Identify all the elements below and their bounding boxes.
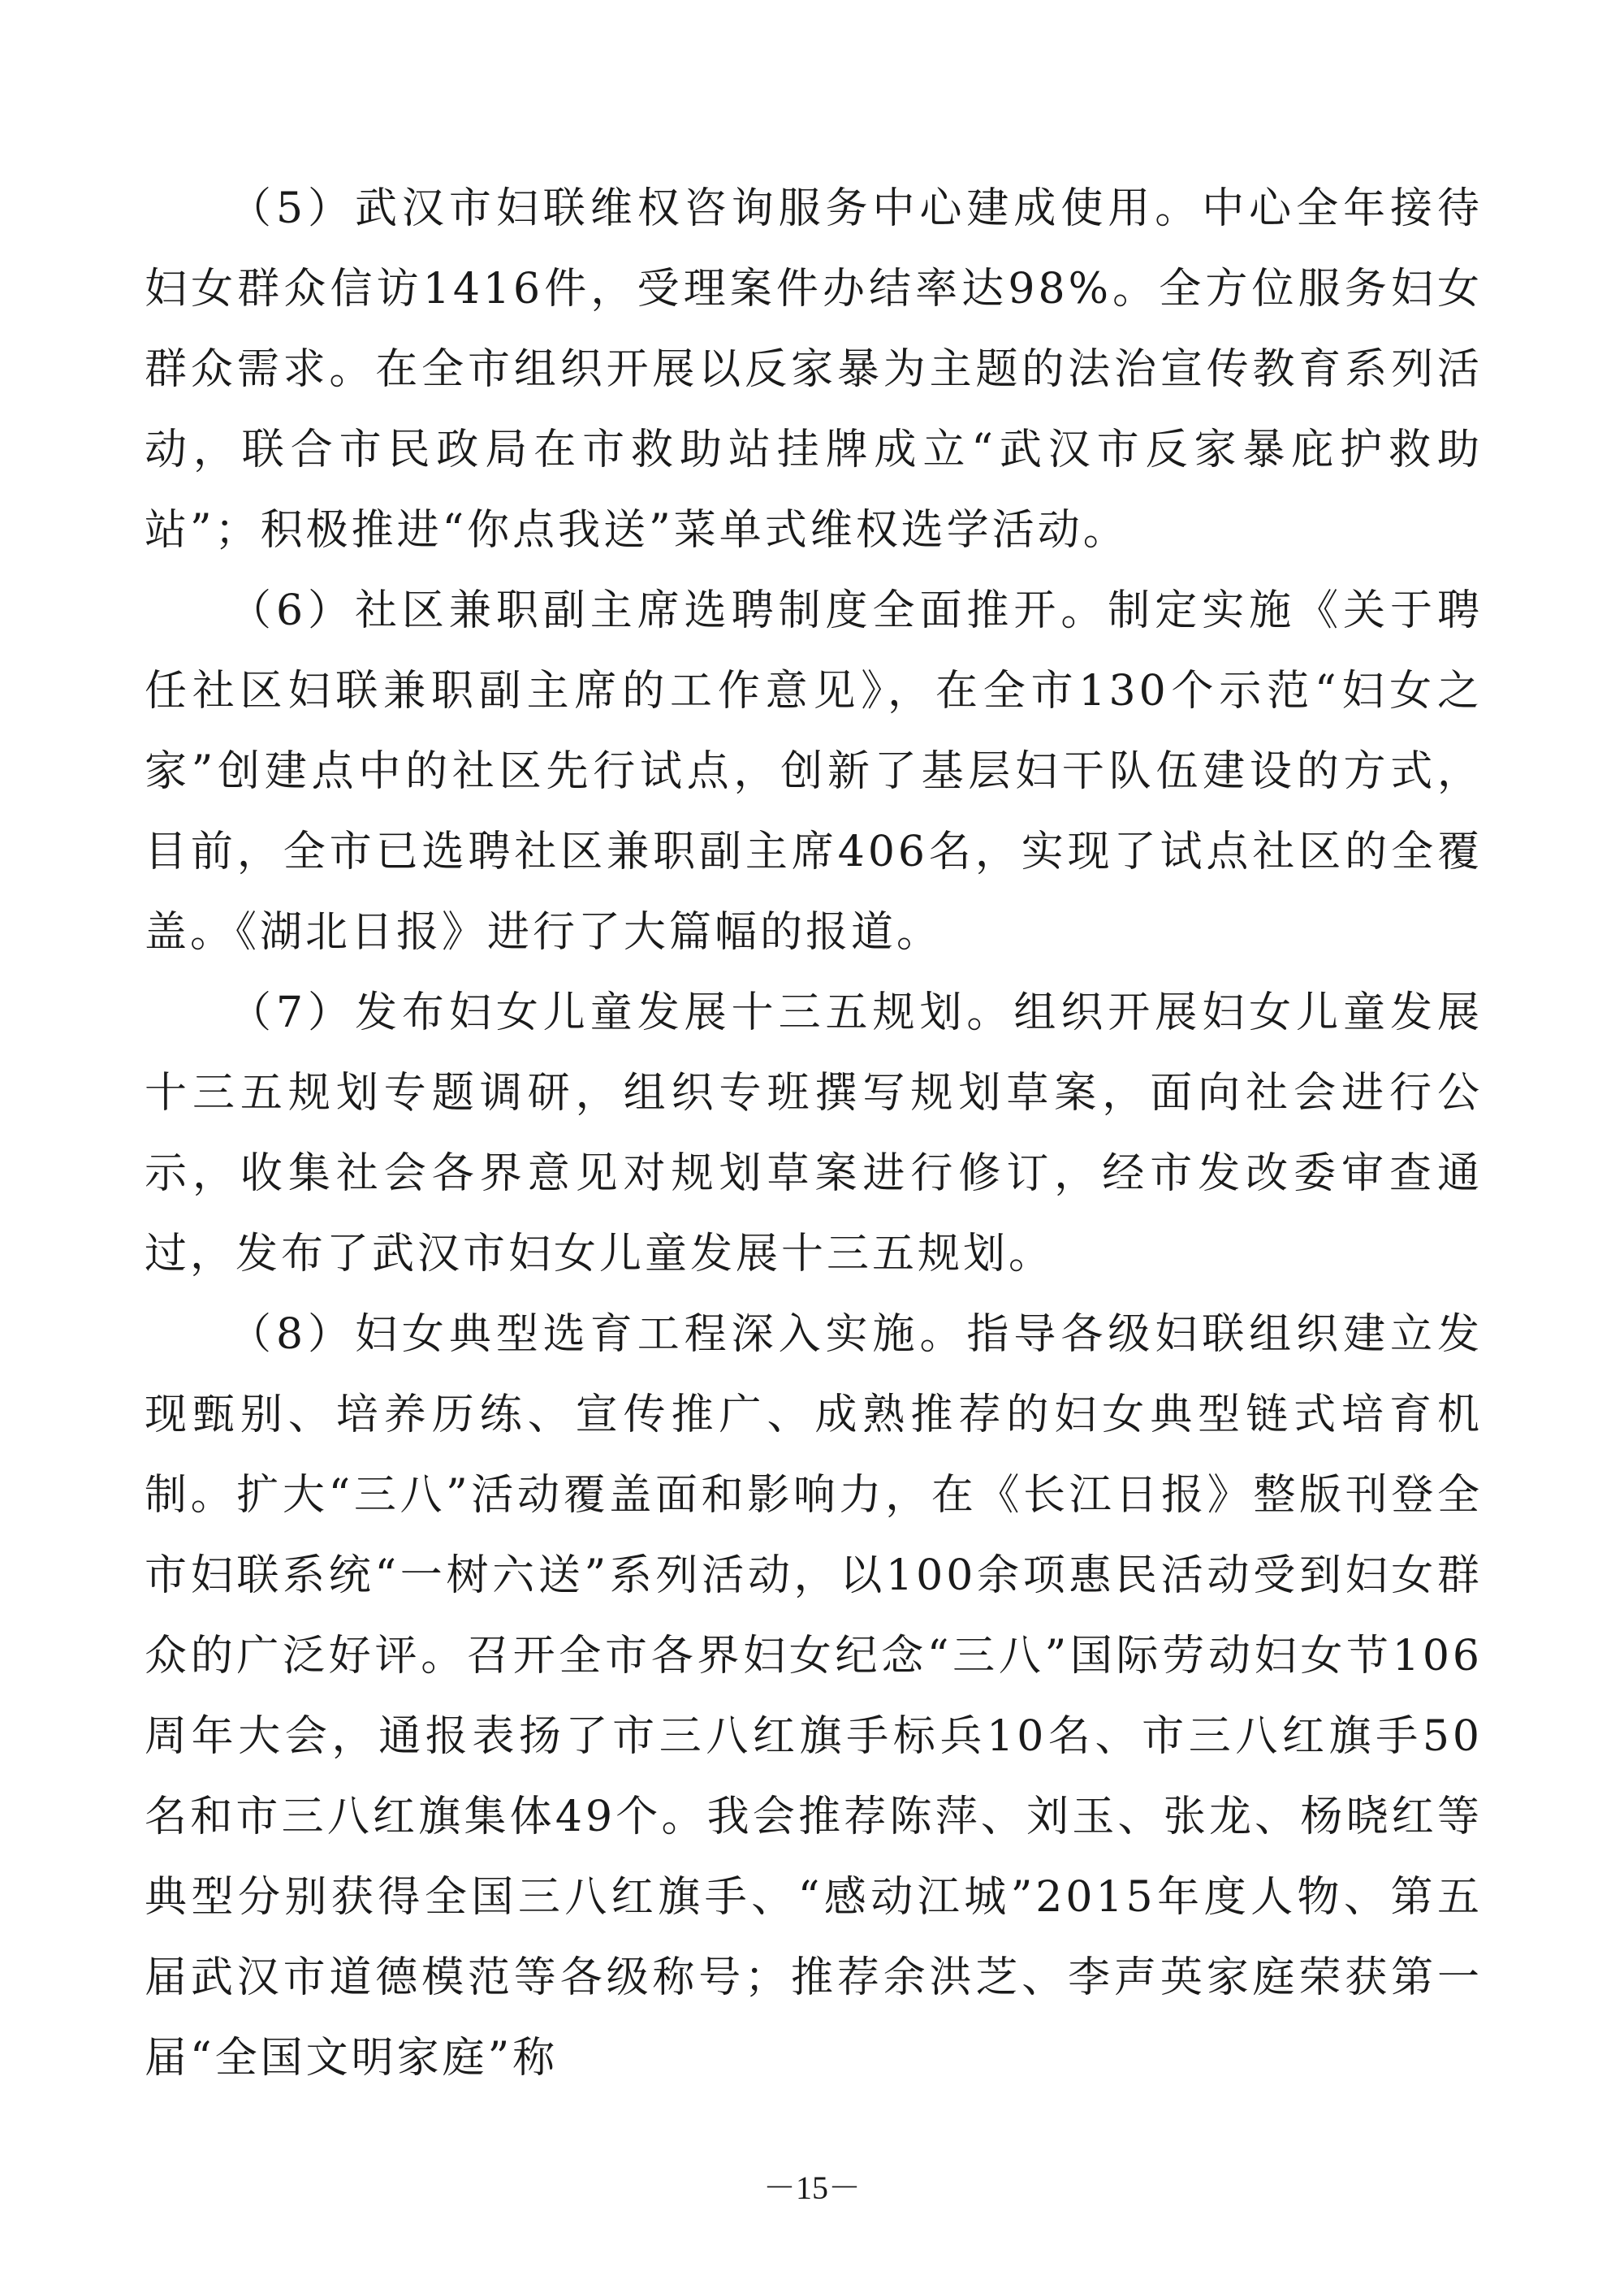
paragraph-8: （8）妇女典型选育工程深入实施。指导各级妇联组织建立发现甄别、培养历练、宣传推广、成熟推荐的妇女典型链式培育机制。扩大“三八”活动覆盖面和影响力，在《长江日报》整版刊登全市妇联系统“一树六送”系列活动，以100余项惠民活动受到妇女群众的广泛好评。召开全市各界妇女纪念“三八”国际劳动妇女节106周年大会，通报表扬了市三八红旗手标兵10名、市三八红旗手50名和市三八红旗集体49个。我会推荐陈萍、刘玉、张龙、杨晓红等典型分别获得全国三八红旗手、“感动江城”2015年度人物、第五届武汉市道德模范等各级称号；推荐余洪芝、李声英家庭荣获第一届“全国文明家庭”称: [145, 1310, 1483, 2083]
document-body: [145, 169, 1483, 2099]
paragraph-6: （6）社区兼职副主席选聘制度全面推开。制定实施《关于聘任社区妇联兼职副主席的工作意见》，在全市130个示范“妇女之家”创建点中的社区先行试点，创新了基层妇干队伍建设的方式，目前，全市已选聘社区兼职副主席406名，实现了试点社区的全覆盖。《湖北日报》进行了大篇幅的报道。: [145, 586, 1483, 957]
paragraph-5: （5）武汉市妇联维权咨询服务中心建成使用。中心全年接待妇女群众信访1416件，受理案件办结率达98%。全方位服务妇女群众需求。在全市组织开展以反家暴为主题的法治宣传教育系列活动，联合市民政局在市救助站挂牌成立“武汉市反家暴庇护救助站”；积极推进“你点我送”菜单式维权选学活动。: [145, 184, 1483, 555]
paragraph-7: （7）发布妇女儿童发展十三五规划。组织开展妇女儿童发展十三五规划专题调研，组织专班撰写规划草案，面向社会进行公示，收集社会各界意见对规划草案进行修订，经市发改委审查通过，发布了武汉市妇女儿童发展十三五规划。: [145, 988, 1483, 1278]
page-number: －15－: [763, 2169, 861, 2206]
